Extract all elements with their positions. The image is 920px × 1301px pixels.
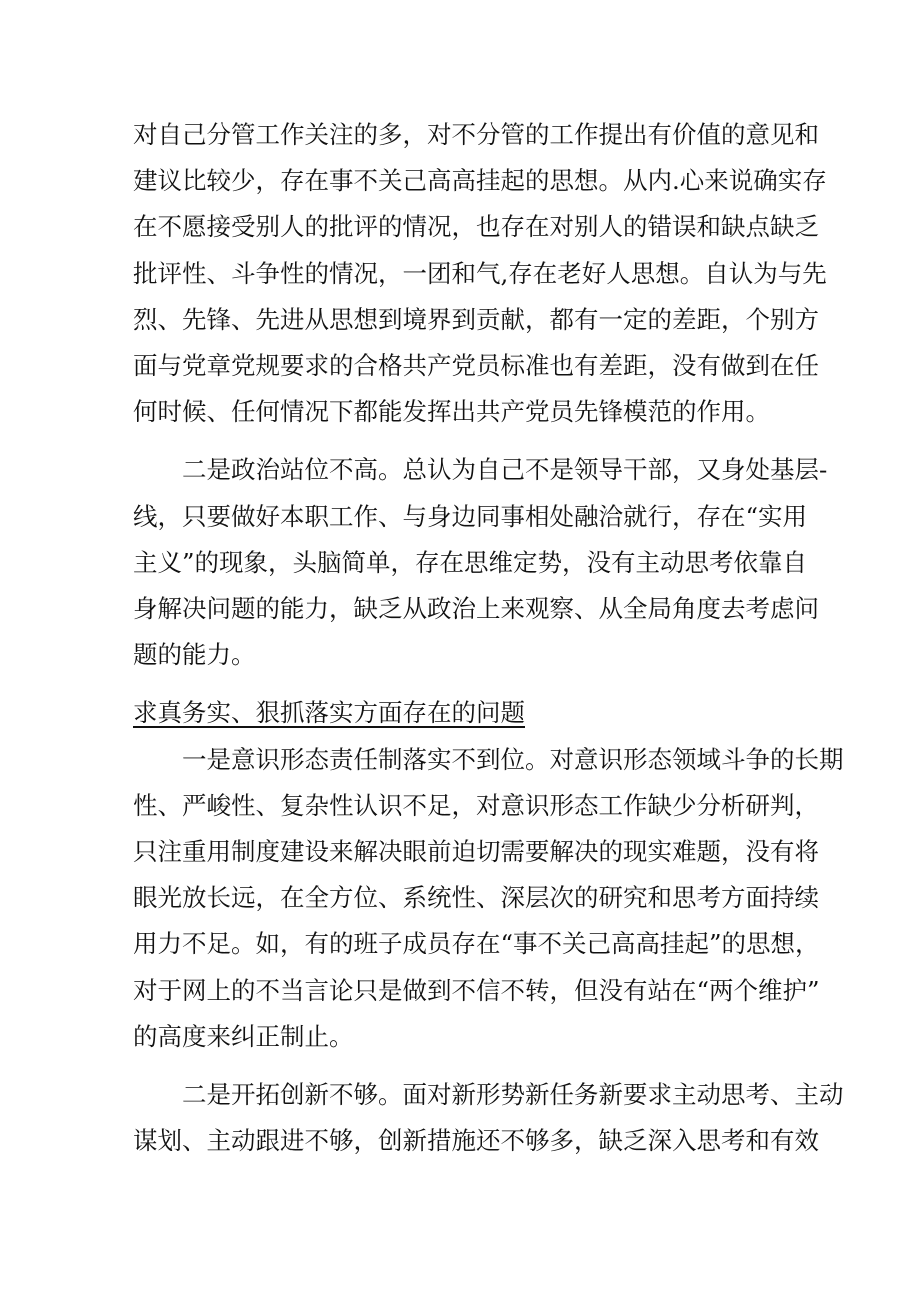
text-line: 题的能力。 (133, 640, 256, 670)
section-heading (133, 690, 793, 736)
text-line: 批评性、斗争性的情况，一团和气,存在老好人思想。自认为与先 (133, 258, 827, 288)
text-line: 对于网上的不当言论只是做到不信不转，但没有站在“两个维护” (133, 975, 820, 1005)
text-line: 眼光放长远，在全方位、系统性、深层次的研究和思考方面持续 (133, 883, 819, 913)
paragraph-political-stance (133, 447, 828, 678)
text-line: 二是开拓创新不够。面对新形势新任务新要求主动思考、主动 (182, 1080, 844, 1110)
text-line: 一是意识形态责任制落实不到位。对意识形态领域斗争的长期 (182, 744, 844, 774)
text-line: 性、严峻性、复杂性认识不足，对意识形态工作缺少分析研判， (133, 790, 819, 820)
text-line: 何时候、任何情况下都能发挥出共产党员先锋模范的作用。 (133, 397, 770, 427)
text-line: 用力不足。如，有的班子成员存在“事不关己高高挂起”的思想， (133, 929, 820, 959)
text-line: 的高度来纠正制止。 (133, 1021, 354, 1051)
text-line: 主义”的现象，头脑简单，存在思维定势，没有主动思考依靠自 (133, 547, 808, 577)
text-line: 建议比较少，存在事不关己高高挂起的思想。从内.心来说确实存 (133, 166, 827, 196)
section-heading-text: 求真务实、狠抓落实方面存在的问题 (133, 698, 525, 728)
text-line: 线，只要做好本职工作、与身边同事相处融洽就行，存在“实用 (133, 501, 808, 531)
text-line: 面与党章党规要求的合格共产党员标准也有差距，没有做到在任 (133, 351, 819, 381)
paragraph-innovation (133, 1072, 844, 1164)
paragraph-continuation (133, 112, 827, 435)
text-line: 谋划、主动跟进不够，创新措施还不够多，缺乏深入思考和有效 (133, 1126, 819, 1156)
document-body (133, 112, 844, 1164)
text-line: 只注重用制度建设来解决眼前迫切需要解决的现实难题，没有将 (133, 837, 819, 867)
text-line: 在不愿接受别人的批评的情况，也存在对别人的错误和缺点缺乏 (133, 212, 819, 242)
text-line: 烈、先锋、先进从思想到境界到贡献，都有一定的差距，个别方 (133, 304, 819, 334)
text-line: 二是政治站位不高。总认为自己不是领导干部，又身处基层- (182, 455, 828, 485)
text-line: 对自己分管工作关注的多，对不分管的工作提出有价值的意见和 (133, 120, 819, 149)
text-line: 身解决问题的能力，缺乏从政治上来观察、从全局角度去考虑问 (133, 594, 819, 624)
paragraph-ideology-responsibility (133, 737, 844, 1060)
